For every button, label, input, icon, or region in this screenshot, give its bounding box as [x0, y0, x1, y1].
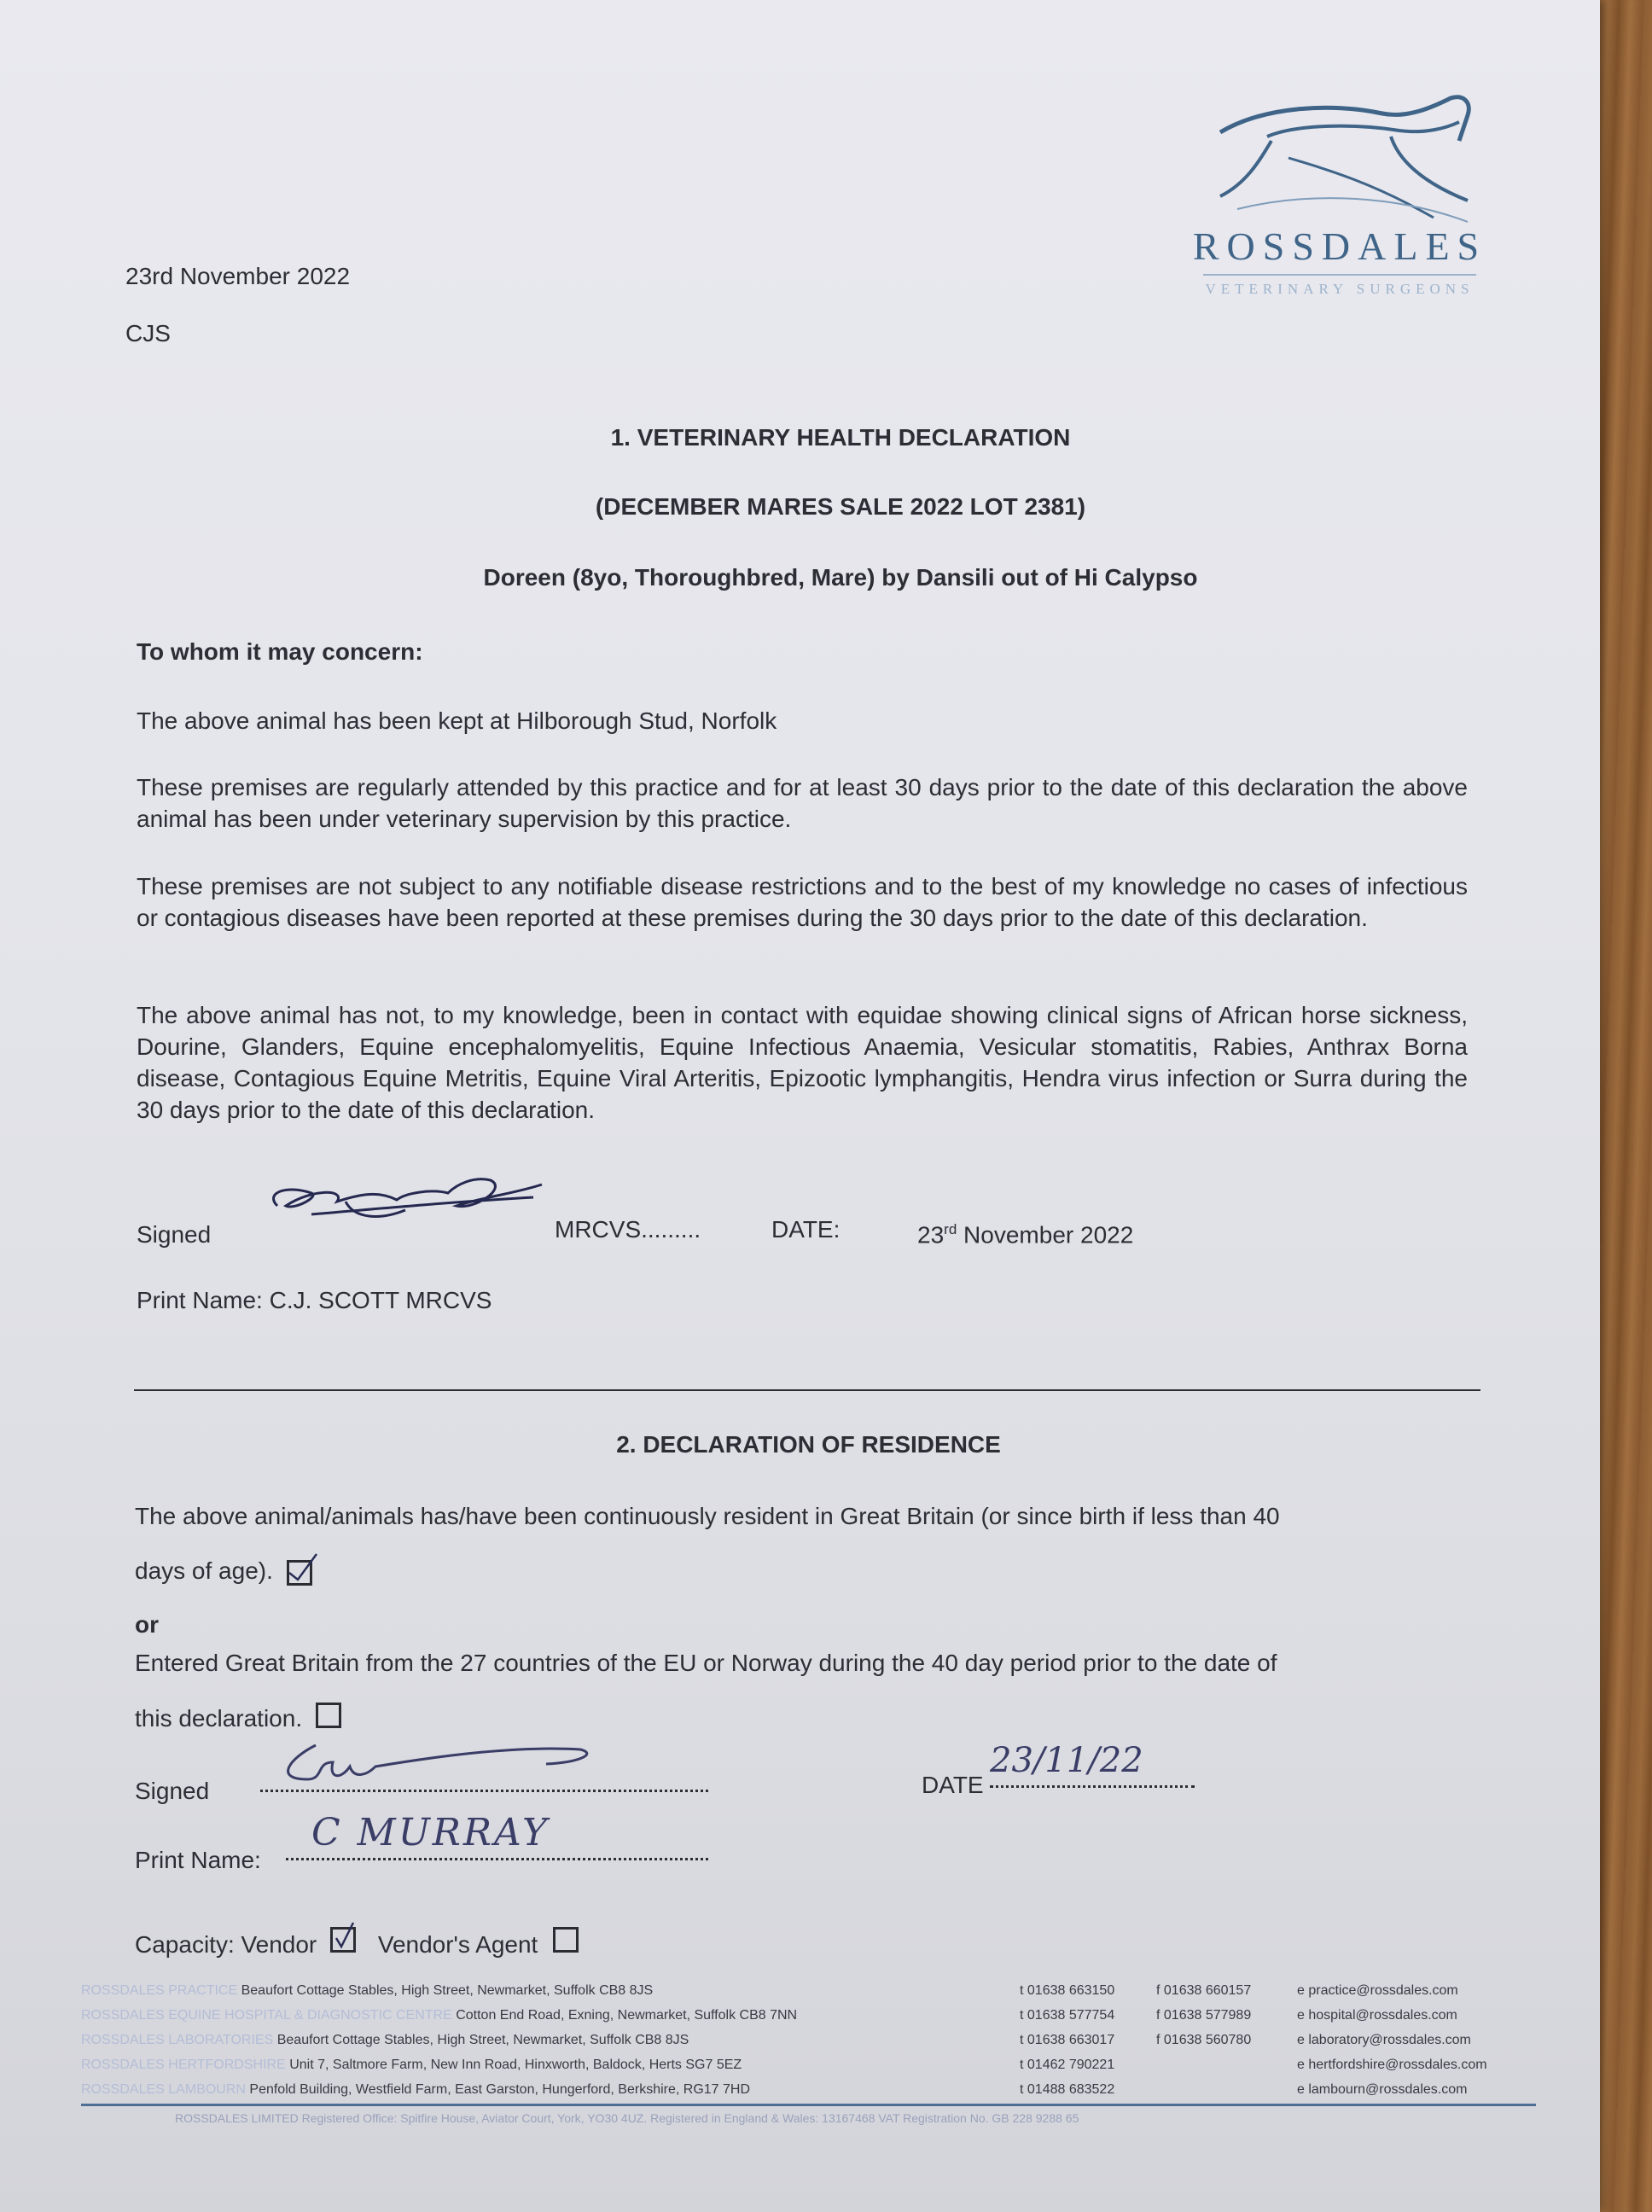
footer-company-label: ROSSDALES LIMITED: [175, 2111, 299, 2125]
residence-option1-line1: The above animal/animals has/have been continuously resident in Great Britain (or since birth if less than 40: [135, 1503, 1280, 1529]
footer-address: Cotton End Road, Exning, Newmarket, Suffolk CB8 7NN: [456, 2008, 798, 2023]
paragraph-2: These premises are regularly attended by this practice and for at least 30 days prior to the date of this declaration the above animal has been under veterinary supervision by this practice.: [137, 774, 1468, 832]
footer-tel: t 01638 577754: [1020, 2008, 1115, 2023]
signature-dotted-line: [260, 1771, 708, 1792]
letter-reference: CJS: [125, 320, 171, 346]
handwritten-date: 23/11/22: [990, 1741, 1143, 1780]
section2-date-label: DATE: [922, 1772, 984, 1798]
footer-tel: t 01488 683522: [1020, 2082, 1115, 2097]
footer-tel: t 01638 663150: [1020, 1983, 1115, 1998]
date-suffix: rd: [944, 1221, 957, 1237]
footer-row: [81, 2003, 1532, 2028]
footer-label: ROSSDALES PRACTICE: [81, 1983, 238, 1998]
residence-option2-line1: Entered Great Britain from the 27 countries of the EU or Norway during the 40 day period prior to the date of: [135, 1650, 1277, 1676]
footer-address: Penfold Building, Westfield Farm, East Garston, Hungerford, Berkshire, RG17 7HD: [249, 2082, 751, 2097]
logo-wordmark: ROSSDALES: [1192, 224, 1487, 268]
footer-label: ROSSDALES LABORATORIES: [81, 2033, 274, 2047]
footer-company-text: Registered Office: Spitfire House, Aviator Court, York, YO30 4UZ. Registered in England & Wales: 13167468 VAT Registration No. GB 228 9288 65: [301, 2111, 1079, 2125]
section-divider: [134, 1389, 1480, 1391]
footer-email[interactable]: e lambourn@rossdales.com: [1297, 2082, 1468, 2097]
paragraph-1: The above animal has been kept at Hilborough Stud, Norfolk: [137, 707, 777, 734]
vendor-checkbox[interactable]: [330, 1927, 356, 1953]
footer-company-line: [81, 2106, 1532, 2131]
tick-mark-icon: [286, 1551, 320, 1585]
residence-option1-line2: [135, 1555, 312, 1586]
section1-title: 1. VETERINARY HEALTH DECLARATION: [610, 424, 1071, 451]
residence-option2-line2: [135, 1703, 341, 1734]
footer-address: Beaufort Cottage Stables, High Street, Newmarket, Suffolk CB8 8JS: [241, 1983, 654, 1998]
date-rest: November 2022: [957, 1221, 1134, 1249]
paragraph-3: These premises are not subject to any notifiable disease restrictions and to the best of my knowledge no cases of infectious or contagious diseases have been reported at these premises during the 30 days prior to the date of this declaration.: [137, 873, 1468, 931]
footer-email[interactable]: e hospital@rossdales.com: [1297, 2008, 1457, 2023]
footer-email[interactable]: e hertfordshire@rossdales.com: [1297, 2058, 1487, 2072]
footer-fax: f 01638 577989: [1156, 2008, 1252, 2023]
logo-subtitle: VETERINARY SURGEONS: [1205, 281, 1475, 297]
or-label: or: [135, 1611, 159, 1638]
footer-email[interactable]: e practice@rossdales.com: [1297, 1983, 1458, 1998]
tick-mark-icon: [329, 1919, 364, 1953]
footer-row: [81, 2028, 1532, 2052]
capacity-row: [135, 1929, 579, 1960]
print-name-vet: Print Name: C.J. SCOTT MRCVS: [137, 1287, 492, 1313]
residence-option2-checkbox[interactable]: [316, 1703, 341, 1728]
mrcvs-label: MRCVS.........: [555, 1216, 701, 1243]
footer: [81, 1978, 1532, 2131]
footer-email[interactable]: e laboratory@rossdales.com: [1297, 2033, 1471, 2047]
paragraph-4: The above animal has not, to my knowledge, been in contact with equidae showing clinical signs of African horse sickness, Dourine, Glanders, Equine encephalomyelitis, Equine Infectious Anaemia, Vesicular stomatitis, Rabies, Anthrax Borna disease, Contagious Equine Metritis, Equine Viral Arteritis, Epizootic lymphangitis, Hendra virus infection or Surra during the 30 days prior to the date of this declaration.: [137, 1002, 1468, 1123]
residence-option1-text: days of age).: [135, 1557, 273, 1584]
footer-label: ROSSDALES EQUINE HOSPITAL & DIAGNOSTIC CENTRE: [81, 2008, 452, 2023]
residence-option2-text: this declaration.: [135, 1705, 303, 1732]
footer-row: [81, 2077, 1532, 2102]
footer-tel: t 01638 663017: [1020, 2033, 1115, 2047]
signed-label: Signed: [137, 1221, 212, 1248]
footer-fax: f 01638 560780: [1156, 2033, 1252, 2047]
footer-row: [81, 2052, 1532, 2077]
salutation: To whom it may concern:: [137, 638, 423, 665]
animal-description: Doreen (8yo, Thoroughbred, Mare) by Dansili out of Hi Calypso: [483, 564, 1198, 591]
footer-address: Beaufort Cottage Stables, High Street, Newmarket, Suffolk CB8 8JS: [276, 2033, 689, 2047]
section2-print-label: Print Name:: [135, 1847, 261, 1873]
vet-signature: [260, 1167, 550, 1236]
footer-row: [81, 1978, 1532, 2003]
footer-fax: f 01638 660157: [1156, 1983, 1252, 1998]
section1-date-value: [917, 1214, 1133, 1250]
footer-label: ROSSDALES LAMBOURN: [81, 2082, 246, 2097]
vendors-agent-checkbox[interactable]: [553, 1927, 579, 1953]
horse-logo-icon: [1186, 90, 1493, 226]
residence-option1-checkbox[interactable]: [287, 1560, 312, 1586]
rossdales-logo: [1186, 90, 1493, 320]
section1-date-label: DATE:: [771, 1216, 841, 1243]
handwritten-print-name: C MURRAY: [311, 1811, 550, 1854]
vendors-agent-label: Vendor's Agent: [377, 1931, 538, 1958]
footer-label: ROSSDALES HERTFORDSHIRE: [81, 2058, 286, 2072]
letter-date: 23rd November 2022: [125, 263, 351, 289]
footer-address: Unit 7, Saltmore Farm, New Inn Road, Hinxworth, Baldock, Herts SG7 5EZ: [289, 2058, 742, 2072]
footer-tel: t 01462 790221: [1020, 2058, 1115, 2072]
section1-subtitle: (DECEMBER MARES SALE 2022 LOT 2381): [595, 493, 1086, 520]
section2-signed-label: Signed: [135, 1778, 210, 1804]
date-day: 23: [917, 1221, 945, 1249]
capacity-vendor-label: Capacity: Vendor: [135, 1931, 317, 1958]
section2-title: 2. DECLARATION OF RESIDENCE: [616, 1431, 1001, 1458]
